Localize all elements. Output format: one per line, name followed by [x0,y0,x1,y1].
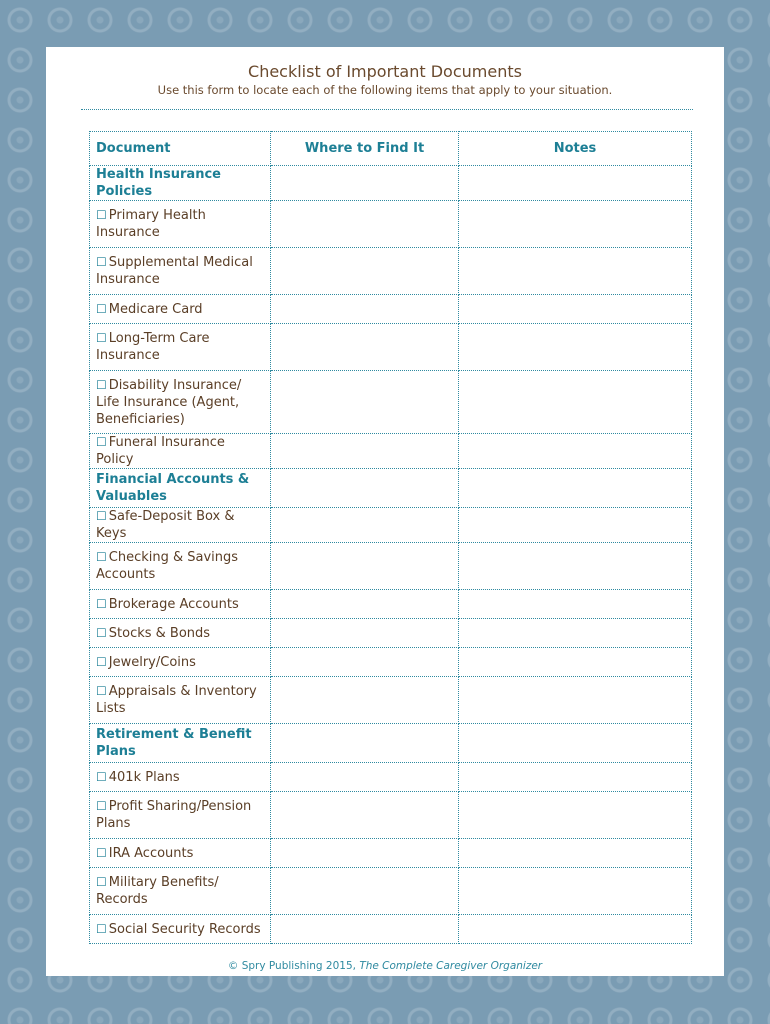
notes-cell[interactable] [459,839,692,868]
table-row [90,508,692,543]
table-row [90,868,692,915]
where-to-find-cell[interactable] [271,792,459,839]
where-to-find-cell[interactable] [271,371,459,434]
column-header-notes: Notes [459,132,692,166]
checkbox-icon[interactable]: ☐ [96,799,107,813]
table-row [90,324,692,371]
column-header-document: Document [90,132,271,166]
document-label: Supplemental Medical Insurance [96,255,253,287]
notes-cell[interactable] [459,648,692,677]
where-to-find-cell[interactable] [271,724,459,763]
table-row [90,295,692,324]
checkbox-icon[interactable]: ☐ [96,509,107,523]
checkbox-icon[interactable]: ☐ [96,684,107,698]
table-header-row [90,132,692,166]
document-cell [90,590,271,619]
document-cell [90,508,271,543]
checkbox-icon[interactable]: ☐ [96,550,107,564]
page-subtitle: Use this form to locate each of the following items that apply to your situation. [157,83,613,97]
document-label: Disability Insurance/ Life Insurance (Agent, Beneficiaries) [96,377,242,427]
document-label: Social Security Records [108,921,261,937]
notes-cell[interactable] [459,543,692,590]
document-cell [90,371,271,434]
where-to-find-cell[interactable] [271,648,459,677]
table-row [90,590,692,619]
document-cell [90,868,271,915]
notes-cell[interactable] [459,763,692,792]
document-cell [90,763,271,792]
document-cell [90,648,271,677]
table-row [90,763,692,792]
notes-cell[interactable] [459,508,692,543]
document-label: IRA Accounts [108,845,194,861]
checkbox-icon[interactable]: ☐ [96,769,107,784]
document-cell [90,915,271,944]
section-row [90,166,692,201]
section-heading [90,724,271,763]
document-label: Profit Sharing/Pension Plans [96,799,252,831]
where-to-find-cell[interactable] [271,248,459,295]
section-heading [90,469,271,508]
table-row [90,839,692,868]
where-to-find-cell[interactable] [271,508,459,543]
document-label: Brokerage Accounts [108,596,239,612]
section-label: Health Insurance Policies [96,167,221,199]
section-row [90,469,692,508]
notes-cell[interactable] [459,619,692,648]
document-label: 401k Plans [108,769,180,785]
notes-cell[interactable] [459,469,692,508]
document-label: Stocks & Bonds [108,625,211,641]
notes-cell[interactable] [459,371,692,434]
notes-cell[interactable] [459,295,692,324]
table-row [90,677,692,724]
checkbox-icon[interactable]: ☐ [96,331,107,345]
document-label: Funeral Insurance Policy [96,435,225,467]
document-label: Military Benefits/ Records [96,875,219,907]
document-label: Safe-Deposit Box & Keys [96,509,235,541]
table-row [90,248,692,295]
where-to-find-cell[interactable] [271,434,459,469]
document-cell [90,434,271,469]
where-to-find-cell[interactable] [271,839,459,868]
notes-cell[interactable] [459,166,692,201]
checkbox-icon[interactable]: ☐ [96,921,107,936]
where-to-find-cell[interactable] [271,677,459,724]
document-cell [90,201,271,248]
document-cell [90,295,271,324]
notes-cell[interactable] [459,201,692,248]
table-row [90,619,692,648]
where-to-find-cell[interactable] [271,295,459,324]
document-label: Long-Term Care Insurance [96,331,210,363]
document-label: Primary Health Insurance [96,208,206,240]
table-row [90,543,692,590]
where-to-find-cell[interactable] [271,166,459,201]
notes-cell[interactable] [459,590,692,619]
table-row [90,201,692,248]
document-label: Checking & Savings Accounts [96,550,239,582]
checkbox-icon[interactable]: ☐ [96,625,107,640]
section-row [90,724,692,763]
copyright-footer [46,960,724,972]
checkbox-icon[interactable]: ☐ [96,845,107,860]
document-label: Medicare Card [108,301,203,317]
table-row [90,915,692,944]
checkbox-icon[interactable]: ☐ [96,875,107,889]
checkbox-icon[interactable]: ☐ [96,654,107,669]
notes-cell[interactable] [459,248,692,295]
document-cell [90,792,271,839]
dotted-divider [81,109,693,110]
document-label: Appraisals & Inventory Lists [96,684,257,716]
section-heading [90,166,271,201]
page-title: Checklist of Important Documents [248,62,522,81]
where-to-find-cell[interactable] [271,619,459,648]
notes-cell[interactable] [459,868,692,915]
checkbox-icon[interactable]: ☐ [96,301,107,316]
checkbox-icon[interactable]: ☐ [96,596,107,611]
document-label: Jewelry/Coins [108,654,196,670]
checkbox-icon[interactable]: ☐ [96,208,107,222]
where-to-find-cell[interactable] [271,763,459,792]
notes-cell[interactable] [459,324,692,371]
document-cell [90,543,271,590]
checkbox-icon[interactable]: ☐ [96,255,107,269]
notes-cell[interactable] [459,792,692,839]
where-to-find-cell[interactable] [271,324,459,371]
document-cell [90,324,271,371]
section-label: Retirement & Benefit Plans [96,727,252,759]
checkbox-icon[interactable]: ☐ [96,377,107,392]
column-header-where: Where to Find It [271,132,459,166]
footer-prefix: © Spry Publishing 2015, [227,960,356,972]
table-row [90,371,692,434]
where-to-find-cell[interactable] [271,469,459,508]
document-cell [90,248,271,295]
notes-cell[interactable] [459,915,692,944]
table-row [90,434,692,469]
notes-cell[interactable] [459,677,692,724]
document-cell [90,677,271,724]
table-row [90,648,692,677]
document-cell [90,839,271,868]
documents-table [89,131,692,944]
notes-cell[interactable] [459,434,692,469]
where-to-find-cell[interactable] [271,543,459,590]
where-to-find-cell[interactable] [271,201,459,248]
where-to-find-cell[interactable] [271,590,459,619]
table-row [90,792,692,839]
where-to-find-cell[interactable] [271,915,459,944]
notes-cell[interactable] [459,724,692,763]
checkbox-icon[interactable]: ☐ [96,435,107,449]
section-label: Financial Accounts & Valuables [96,472,250,504]
form-page [46,47,724,976]
where-to-find-cell[interactable] [271,868,459,915]
footer-book-title: The Complete Caregiver Organizer [359,960,543,972]
document-cell [90,619,271,648]
